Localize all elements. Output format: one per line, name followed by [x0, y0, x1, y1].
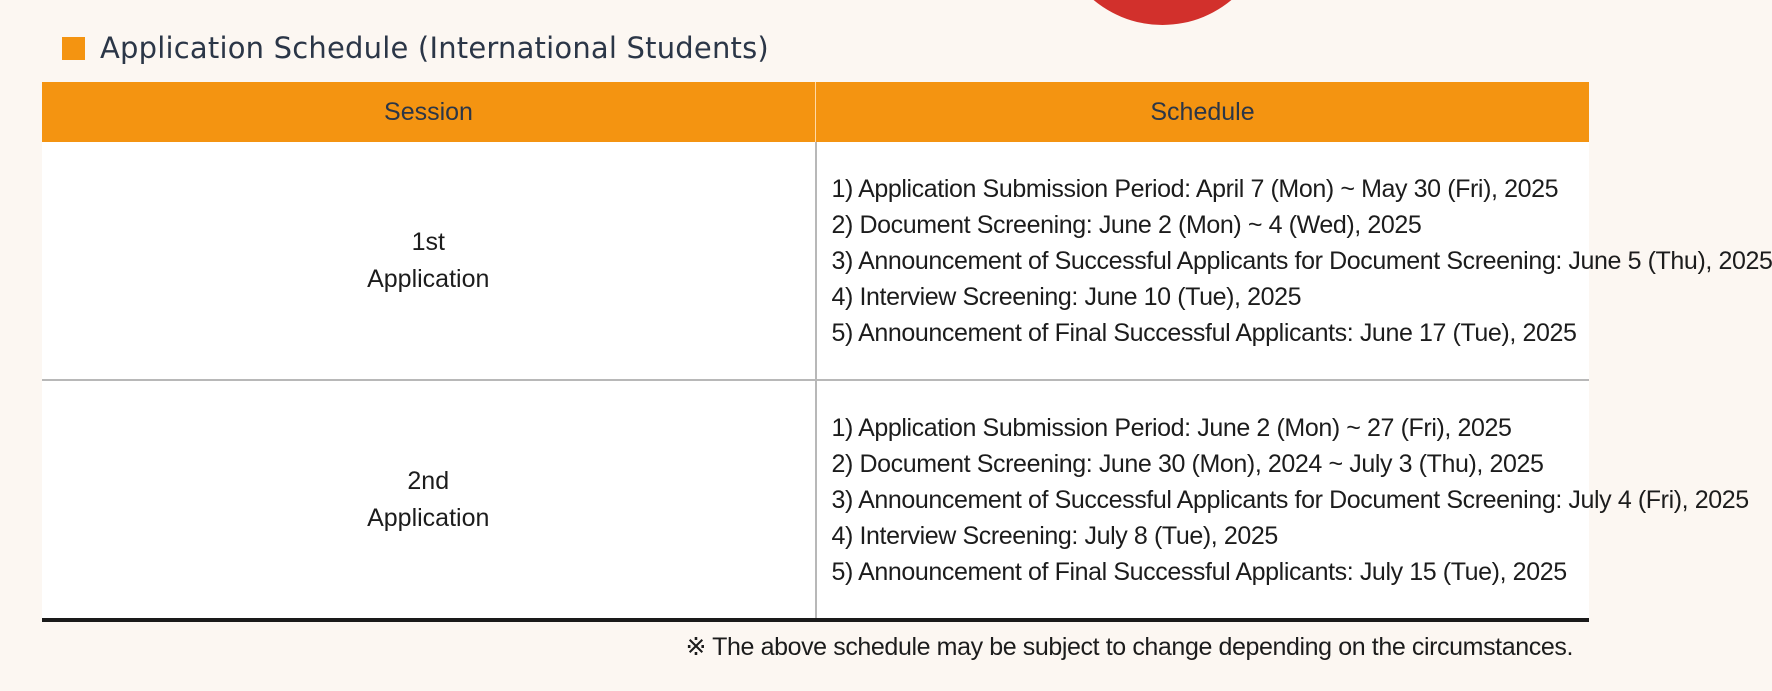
schedule-column-header: Schedule: [816, 82, 1590, 142]
schedule-item: 4) Interview Screening: June 10 (Tue), 2025: [831, 282, 1302, 311]
session-ordinal: 2nd: [407, 466, 450, 495]
schedule-cell: [816, 380, 1749, 620]
session-label: Application: [367, 264, 490, 293]
table-row-2nd-application: [42, 380, 1589, 620]
title-square-marker-icon: [62, 37, 85, 60]
schedule-item: 5) Announcement of Final Successful Applicants: June 17 (Tue), 2025: [831, 318, 1577, 347]
table-header-row: [42, 82, 1589, 142]
schedule-item: 5) Announcement of Final Successful Applicants: July 15 (Tue), 2025: [831, 557, 1567, 586]
schedule-change-footnote: ※ The above schedule may be subject to change depending on the circumstances.: [685, 633, 1573, 661]
decorative-red-circle: [1055, 0, 1270, 25]
schedule-item: 1) Application Submission Period: April 7 (Mon) ~ May 30 (Fri), 2025: [831, 174, 1559, 203]
session-cell: [42, 142, 816, 380]
schedule-item: 2) Document Screening: June 30 (Mon), 2024 ~ July 3 (Thu), 2025: [831, 449, 1544, 478]
schedule-table: [42, 82, 1772, 622]
session-ordinal: 1st: [411, 227, 445, 256]
page-title: Application Schedule (International Students): [100, 31, 769, 65]
session-column-header: Session: [42, 82, 816, 142]
session-label: Application: [367, 503, 490, 532]
schedule-item: 4) Interview Screening: July 8 (Tue), 2025: [831, 521, 1278, 550]
session-cell: [42, 380, 816, 620]
schedule-item: 3) Announcement of Successful Applicants for Document Screening: July 4 (Fri), 2025: [831, 485, 1749, 514]
schedule-item: 1) Application Submission Period: June 2 (Mon) ~ 27 (Fri), 2025: [831, 413, 1512, 442]
schedule-item: 2) Document Screening: June 2 (Mon) ~ 4 (Wed), 2025: [831, 210, 1422, 239]
schedule-item: 3) Announcement of Successful Applicants for Document Screening: June 5 (Thu), 2025: [831, 246, 1772, 275]
table-row-1st-application: [42, 142, 1589, 380]
schedule-cell: [816, 142, 1772, 380]
section-title: [62, 28, 769, 68]
